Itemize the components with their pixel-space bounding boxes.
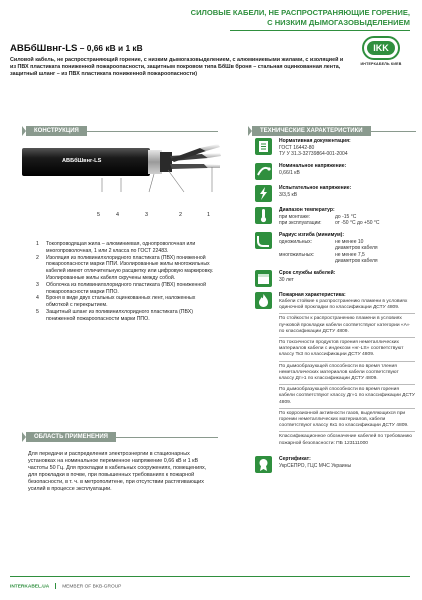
section-application-label: ОБЛАСТЬ ПРИМЕНЕНИЯ: [26, 432, 116, 442]
spec-fire: Пожарная характеристика: Кабели стойкие к распространению пламени в условиях одиночной прокладки по классификации ДСТУ 4809. По стойкости к распространению пламени в условиях пучковой прокладки кабели соответствуют категории «А» по классификации ДСТУ 4809. По токсичности продуктов горения неметаллических материалов кабели с индексом «нг-LS» соответствуют классу Тк3 по классификации ДСТУ 4809. По дымообразующей способности во время тления неметаллических материалов кабели соответствуют классу Дт»1 по классификации ДСТУ 4809. По дымообразующей способности во время горения кабели соответствуют классу Дг»1 по классификации ДСТУ 4809. По коррозионной активности газов, выделяющихся при горении неметаллических материалов, кабели соответствуют классу Кк1 по классификации ДСТУ 4809. Классификационное обозначение кабелей по требованию пожарной безопасности: ПБ 123111000: [255, 292, 415, 451]
spec-voltage: Номинальное напряжение: 0,66/1 кВ: [255, 163, 415, 180]
fire-paragraph: По токсичности продуктов горения неметаллических материалов кабели с индексом «нг-LS» соответствуют классу Тк3 по классификации ДСТУ 4809.: [279, 340, 415, 362]
thermometer-icon: [255, 207, 272, 224]
product-title: [10, 43, 143, 54]
footer-site-link[interactable]: INTERKABEL.UA: [10, 584, 50, 590]
list-item: 2 Изоляция из поливинилхлоридного пластиката (ПВХ) пониженной пожароопасности марки ППИ. Изолированные жилы многожильных кабелей имеют отличительную расцветку или цифровую маркировку. Изолированные жилы кабеля скручены между собой.: [36, 254, 214, 281]
section-specs-label: ТЕХНИЧЕСКИЕ ХАРАКТЕРИСТИКИ: [252, 126, 371, 136]
category-heading: [150, 8, 410, 27]
layer-number: 5: [97, 212, 100, 218]
fire-icon: [255, 292, 272, 309]
document-icon: [255, 138, 272, 155]
footer-rule: [10, 576, 410, 577]
application-text: Для передачи и распределения электроэнергии в стационарных установках на номинальное переменное напряжение 0,66 кВ и 1 кВ частоты 50 Гц. Для прокладки в кабельных сооружениях, помещениях, для прокладки в почве, при повышенных требованиях к пожарной безопасности, в т. ч. в метрополитене, при отсутствии растягивающих усилий в процессе эксплуатации.: [28, 451, 207, 492]
svg-text:IKK: IKK: [373, 43, 389, 53]
section-construction: [22, 126, 218, 136]
fire-paragraph: Кабели стойкие к распространению пламени в условиях одиночной прокладки по классификации ДСТУ 4809.: [279, 299, 415, 314]
fire-paragraph: По стойкости к распространению пламени в условиях пучковой прокладки кабели соответствуют категории «А» по классификации ДСТУ 4809.: [279, 316, 415, 338]
footer: [10, 583, 121, 589]
product-name: АВБбШвнг-LS: [10, 43, 78, 54]
spec-temperature: Диапазон температур: при монтаже: до -15 °C при эксплуатации: от -50 °C до +50 °C: [255, 207, 415, 227]
fire-paragraph: По дымообразующей способности во время тления неметаллических материалов кабели соответствуют классу Дт»1 по классификации ДСТУ 4809.: [279, 364, 415, 386]
company-logo: [355, 36, 407, 66]
section-construction-label: КОНСТРУКЦИЯ: [26, 126, 87, 136]
layer-number: 2: [179, 212, 182, 218]
category-line-2: С НИЗКИМ ДЫМОГАЗОВЫДЕЛЕНИЕМ: [267, 17, 410, 27]
bend-icon: [255, 232, 272, 249]
insulated-core: [170, 164, 208, 169]
spec-service-life: Срок службы кабелей: 30 лет: [255, 270, 415, 287]
header-rule: [230, 30, 410, 31]
spec-test-voltage: Испытательное напряжение: 3/3,5 кВ: [255, 185, 415, 202]
footer-member: MEMBER OF BKB-GROUP: [62, 584, 122, 590]
section-application: [22, 432, 218, 442]
cable-illustration: [22, 140, 222, 220]
layer-number: 3: [145, 212, 148, 218]
cable-print-label: АВБбШвнг-LS: [62, 158, 102, 164]
armor-tape: [148, 150, 162, 174]
product-rating: – 0,66 кВ и 1 кВ: [77, 43, 143, 53]
spec-bend-radius: Радиус изгиба (минимум): одножильных: не менее 10 диаметров кабеля многожильных: не менее 7,5 диаметров кабеля: [255, 232, 415, 265]
inner-sheath: [160, 152, 172, 172]
section-specs: [248, 126, 416, 136]
calendar-icon: [255, 270, 272, 287]
list-item: 4 Броня в виде двух стальных оцинкованных лент, наложенных обмоткой с перекрытием.: [36, 295, 196, 309]
spec-certificate: Сертификат: УкрСЕПРО, ГЦС МЧС Украины: [255, 456, 415, 473]
layer-number: 4: [116, 212, 119, 218]
cable-icon: [255, 163, 272, 180]
logo-caption: ИНТЕРКАБЕЛЬ КИЕВ: [360, 62, 402, 66]
fire-paragraph: Классификационное обозначение кабелей по требованию пожарной безопасности: ПБ 123111000: [279, 434, 412, 446]
construction-list: [36, 241, 216, 323]
fire-paragraph: По дымообразующей способности во время горения кабели соответствуют классу Дг»1 по классификации ДСТУ 4809.: [279, 387, 415, 409]
fire-paragraph: По коррозионной активности газов, выделяющихся при горении неметаллических материалов, кабели соответствуют классу Кк1 по классификации ДСТУ 4809.: [279, 411, 415, 433]
list-item: 3 Оболочка из поливинилхлоридного пластиката (ПВХ) пониженной пожароопасности марки ППО.: [36, 281, 206, 295]
product-description: Силовой кабель, не распространяющий горение, с низким дымогазовыделением, с алюминиевыми жилами, с изоляцией и из ПВХ пластиката пониженной пожароопасности, защитным покровом типа БбШв броня – стальная оцинкованная лента, защитный шланг – из ПВХ пластиката пониженной пожароопасности): [10, 57, 344, 78]
logo-mark: [362, 36, 400, 60]
list-item: 5 Защитный шланг из поливинилхлоридного пластиката (ПВХ) пониженной пожароопасности марки ППО.: [36, 308, 193, 322]
certificate-icon: [255, 456, 272, 473]
layer-number: 1: [207, 212, 210, 218]
spec-normdoc: Нормативная документация: ГОСТ 16442-80 ТУ У 31.3-32739864-001-2004: [255, 138, 415, 158]
category-line-1: СИЛОВЫЕ КАБЕЛИ, НЕ РАСПРОСТРАНЯЮЩИЕ ГОРЕНИЕ,: [190, 8, 410, 17]
list-item: 1 Токопроводящая жила – алюминиевая, однопроволочная или многопроволочная, 1 или 2 класса по ГОСТ 22483.: [36, 241, 196, 254]
layer-numbers: [95, 212, 235, 222]
lightning-icon: [255, 185, 272, 202]
